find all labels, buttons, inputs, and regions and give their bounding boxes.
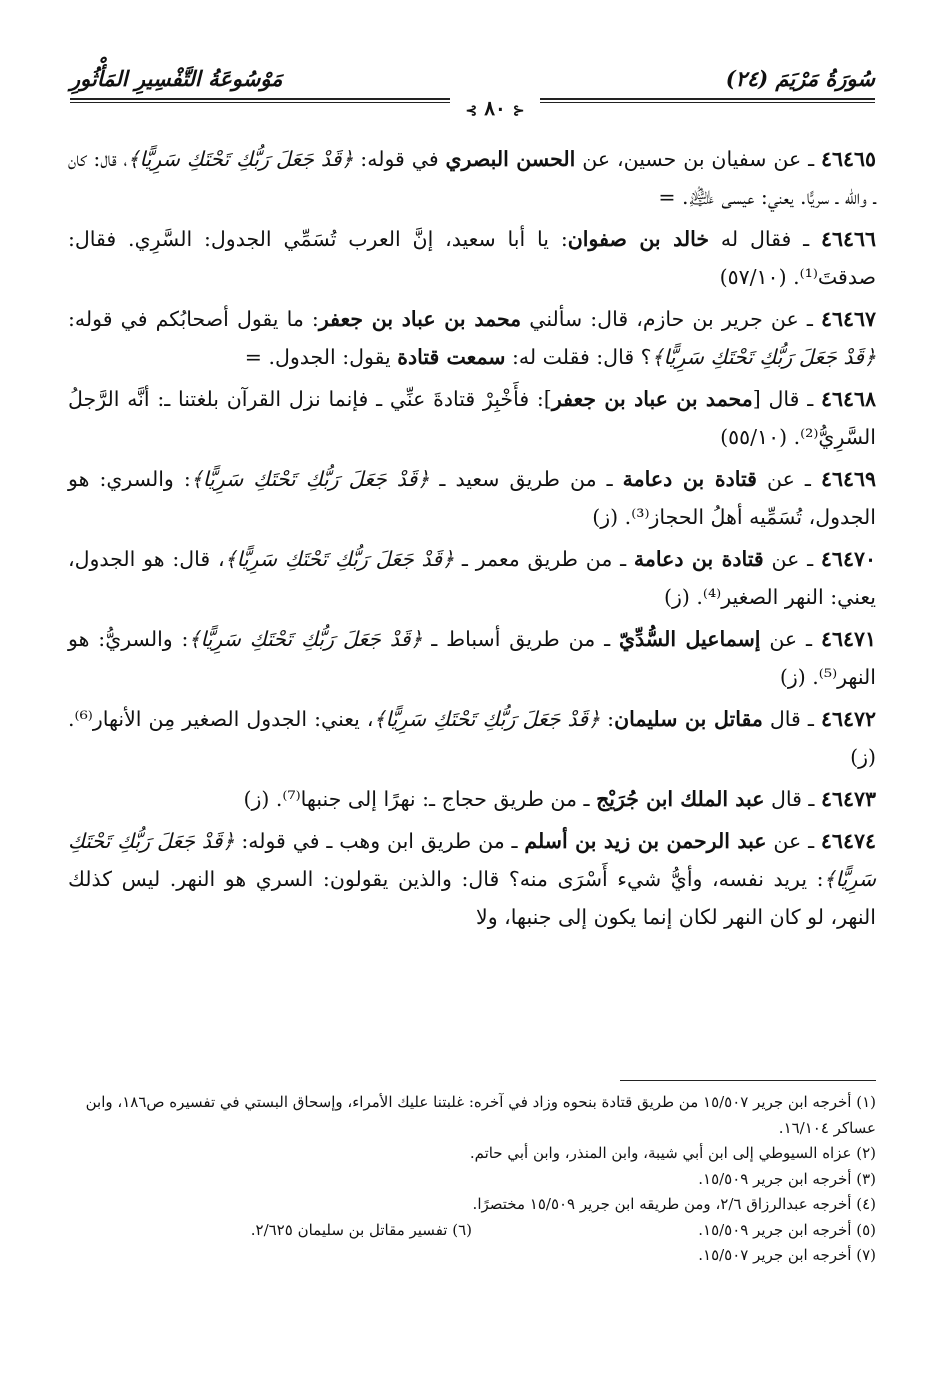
quran-verse: ﴿قَدْ جَعَلَ رَبُّكِ تَحْتَكِ سَرِيًّا﴾ <box>651 345 876 369</box>
entry-text: : يريد نفسه، وأيُّ شيء أَسْرَى منه؟ قال: والذين يقولون: السري هو النهر. ليس كذلك النهر، لو كان النهر لكان إنما يكون إلى جنبها، ولا <box>68 867 876 929</box>
entry-text: ـ عن <box>766 829 821 853</box>
entry-number: ٤٦٤٦٧ <box>820 307 877 331</box>
entry-number: ٤٦٤٦٨ <box>820 387 877 411</box>
narrator-name: قتادة بن دعامة <box>622 467 757 491</box>
entry-number: ٤٦٤٧٤ <box>820 829 876 853</box>
entry-text: ـ عن <box>763 547 821 571</box>
entry-text: : ما يقول أصحابُكم في قوله: <box>68 307 319 331</box>
narration-entry <box>68 220 876 296</box>
narration-entry <box>68 300 876 376</box>
ornament-right-icon: ⊱ <box>512 103 525 119</box>
entry-text: : والسريُّ: هو النهر⁽⁵⁾. (ز) <box>68 627 876 689</box>
narration-entry <box>68 780 876 818</box>
quran-verse: ﴿قَدْ جَعَلَ رَبُّكِ تَحْتَكِ سَرِيًّا﴾ <box>373 707 601 731</box>
surah-title: سُورَةُ مَرْيَمَ (٢٤) <box>725 66 875 91</box>
entry-text: ـ من طريق أسباط ـ <box>422 627 619 651</box>
footnote-5: (٥) أخرجه ابن جرير ١٥/٥٠٩. <box>698 1220 876 1239</box>
entry-number: ٤٦٤٧٣ <box>820 787 876 811</box>
book-title: مَوْسُوعَةُ التَّفْسِيرِ المَأْثُورِ <box>70 66 283 91</box>
quran-verse: ﴿قَدْ جَعَلَ رَبُّكِ تَحْتَكِ سَرِيًّا﴾ <box>127 147 354 171</box>
ornament-left-icon: ⊰ <box>465 103 478 119</box>
narration-entry <box>68 540 876 616</box>
narrator-name: عبد الملك ابن جُرَيْج <box>596 787 765 811</box>
entry-number: ٤٦٤٦٥ <box>820 147 877 171</box>
footnotes <box>68 1090 876 1269</box>
narration-entry <box>68 700 876 776</box>
entry-text: ـ قال [ <box>752 387 821 411</box>
narrator-name: إسماعيل السُّدِّيّ <box>618 627 761 651</box>
entry-number: ٤٦٤٦٩ <box>820 467 877 491</box>
narrator-name: سمعت قتادة <box>397 345 506 369</box>
narrator-name: الحسن البصري <box>445 147 576 171</box>
entry-text: ، قال: كان ـ والله ـ سريًّا. يعني: عيسى ﵇. = <box>68 147 876 209</box>
entry-text: ـ عن <box>760 627 821 651</box>
entry-text: ؟ قال: فقلت له: <box>505 345 652 369</box>
entry-number: ٤٦٤٧٢ <box>820 707 876 731</box>
entry-text: ، قال: هو الجدول، يعني: النهر الصغير⁽⁴⁾. (ز) <box>68 547 876 609</box>
footnote-separator <box>620 1080 876 1081</box>
entry-text: : <box>600 707 615 731</box>
quran-verse: ﴿قَدْ جَعَلَ رَبُّكِ تَحْتَكِ سَرِيًّا﴾ <box>68 829 876 891</box>
footnote-3: (٣) أخرجه ابن جرير ١٥/٥٠٩. <box>698 1169 876 1188</box>
entry-text: يقول: الجدول. = <box>244 345 398 369</box>
narrator-name: مقاتل بن سليمان <box>614 707 763 731</box>
entry-text: ـ عن جرير بن حازم، قال: سألني <box>521 307 821 331</box>
entry-text: ـ من طريق ابن وهب ـ في قوله: <box>234 829 525 853</box>
quran-verse: ﴿قَدْ جَعَلَ رَبُّكِ تَحْتَكِ سَرِيًّا﴾ <box>224 547 455 571</box>
narrator-name: خالد بن صفوان <box>567 227 710 251</box>
narration-entry <box>68 620 876 696</box>
page-number <box>450 96 540 120</box>
entry-text: ـ عن <box>756 467 821 491</box>
entry-text: ـ قال <box>762 707 821 731</box>
main-text <box>68 140 876 940</box>
narrator-name: عبد الرحمن بن زيد بن أسلم <box>524 829 767 853</box>
entry-number: ٤٦٤٧٠ <box>820 547 876 571</box>
entry-text: في قوله: <box>353 147 446 171</box>
narrator-name: قتادة بن دعامة <box>633 547 764 571</box>
narration-entry <box>68 822 876 936</box>
entry-number: ٤٦٤٧١ <box>820 627 876 651</box>
entry-text: ـ قال <box>764 787 821 811</box>
footnote-1: (١) أخرجه ابن جرير ١٥/٥٠٧ من طريق قتادة بنحوه وزاد في آخره: غلبتنا عليك الأمراء، وإسحاق البستي في تفسيره ص١٨٦، وابن عساكر ١٦/١٠٤. <box>85 1093 876 1137</box>
entry-text: ـ من طريق سعيد ـ <box>429 467 623 491</box>
narration-entry <box>68 460 876 536</box>
narrator-name: محمد بن عباد بن جعفر <box>551 387 753 411</box>
running-header <box>70 66 875 120</box>
quran-verse: ﴿قَدْ جَعَلَ رَبُّكِ تَحْتَكِ سَرِيًّا﴾ <box>188 627 423 651</box>
footnote-2: (٢) عزاه السيوطي إلى ابن أبي شيبة، وابن المنذر، وابن أبي حاتم. <box>469 1144 876 1162</box>
entry-text: ، يعني: الجدول الصغير مِن الأنهار⁽⁶⁾. (ز) <box>68 707 876 769</box>
entry-text: ـ من طريق حجاج ـ: نهرًا إلى جنبها⁽⁷⁾. (ز) <box>243 787 597 811</box>
entry-text: ـ من طريق معمر ـ <box>454 547 634 571</box>
entry-text: ـ فقال له <box>709 227 821 251</box>
entry-text: : يا أبا سعيد، إنَّ العرب تُسَمِّي الجدول: السَّرِي. فقال: صدقتَ⁽¹⁾. (٥٧/١٠) <box>68 227 876 289</box>
footnote-4: (٤) أخرجه عبدالرزاق ٢/٦، ومن طريقه ابن جرير ١٥/٥٠٩ مختصرًا. <box>472 1195 876 1213</box>
narration-entry <box>68 380 876 456</box>
footnote-7: (٧) أخرجه ابن جرير ١٥/٥٠٧. <box>698 1246 876 1264</box>
narration-entry <box>68 140 876 216</box>
footnote-pair <box>68 1218 876 1244</box>
quran-verse: ﴿قَدْ جَعَلَ رَبُّكِ تَحْتَكِ سَرِيًّا﴾ <box>190 467 430 491</box>
entry-text: ـ عن سفيان بن حسين، عن <box>575 147 821 171</box>
narrator-name: محمد بن عباد بن جعفر <box>318 307 522 331</box>
page-number-value: ٨٠ <box>484 96 506 120</box>
footnote-6: (٦) تفسير مقاتل بن سليمان ٢/٦٢٥. <box>250 1220 472 1239</box>
entry-text: ]: فأَخْبِرْ قتادةَ عنِّي ـ فإنما نزل القرآن بلغتنا ـ: أنَّه الرَّجلُ السَّرِيُّ⁽²⁾. (٥٥/١٠) <box>68 387 876 449</box>
entry-text: : والسري: هو الجدول، تُسَمِّيه أهلُ الحجاز⁽³⁾. (ز) <box>68 467 876 529</box>
entry-number: ٤٦٤٦٦ <box>820 227 876 251</box>
